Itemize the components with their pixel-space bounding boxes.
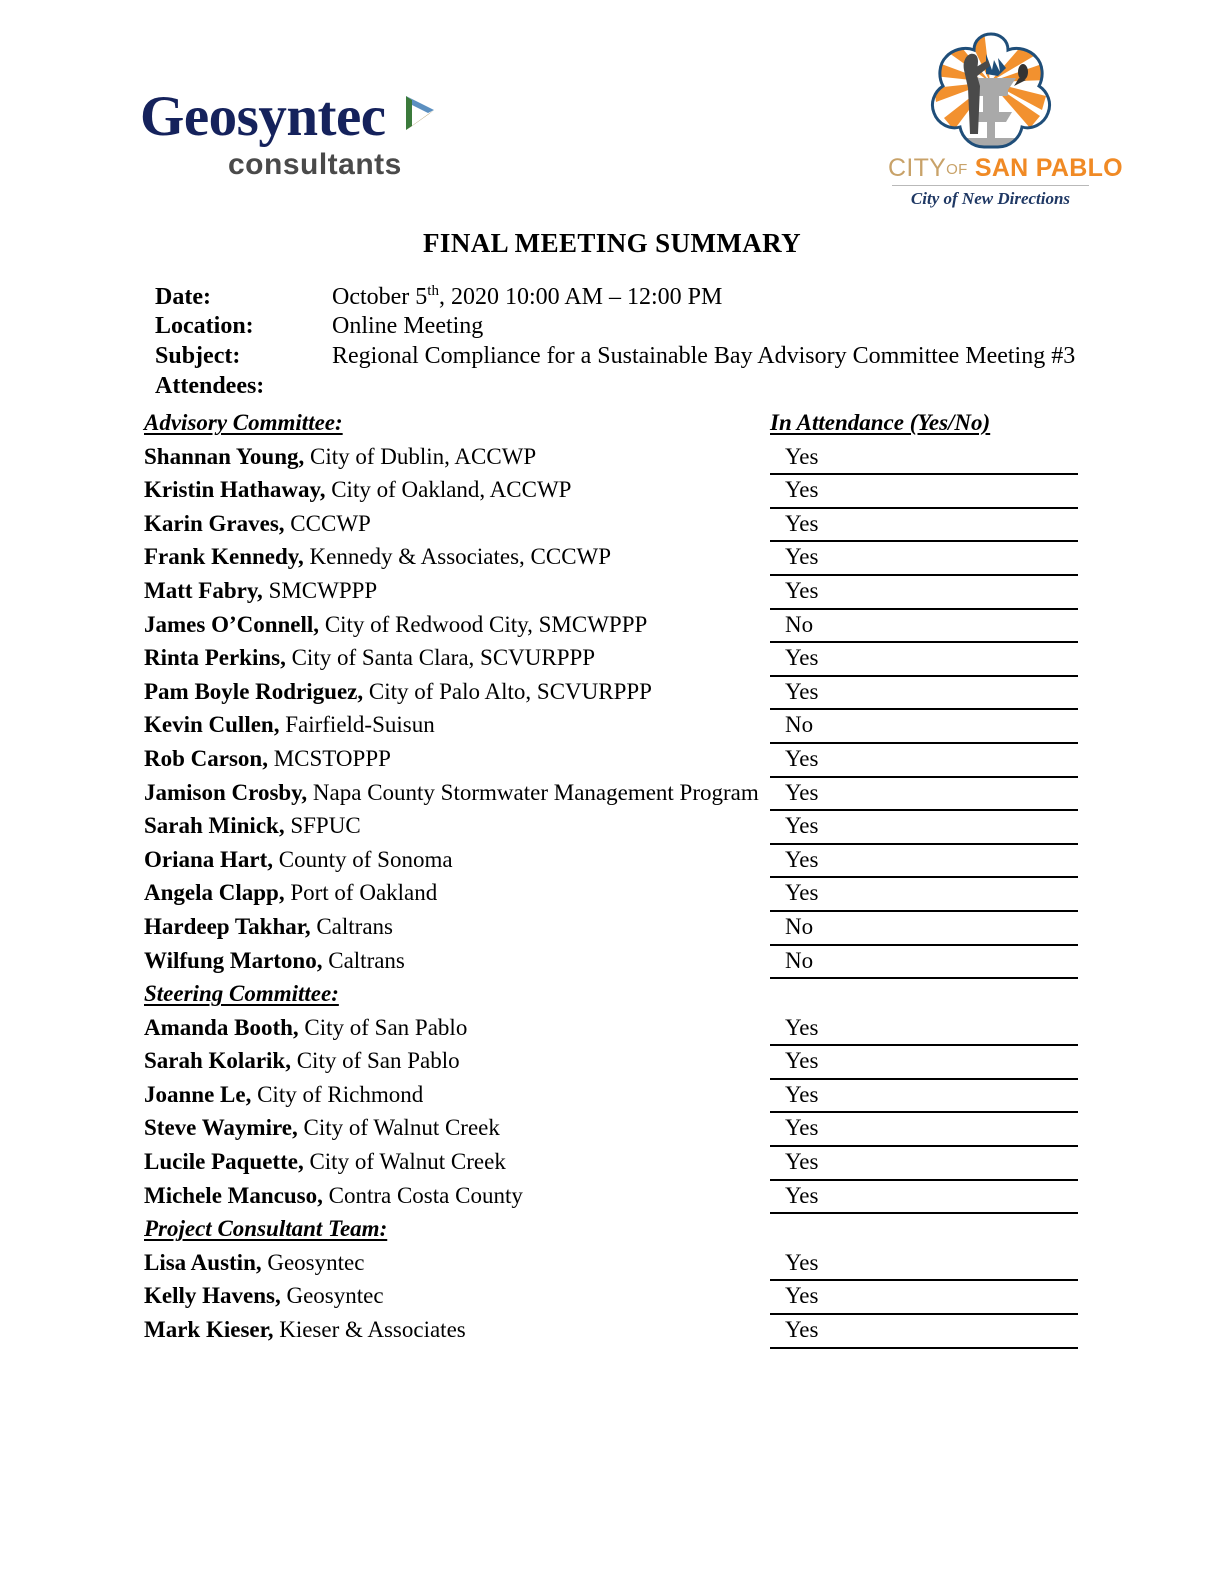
attendance-value: Yes	[785, 1283, 819, 1309]
attendance-value: Yes	[785, 1048, 819, 1074]
section-heading: Project Consultant Team:	[144, 1216, 388, 1242]
attendance-cell	[770, 845, 1078, 879]
attendee-name: Rinta Perkins,	[144, 645, 286, 671]
attendee-name: Shannan Young,	[144, 443, 305, 469]
table-row	[144, 509, 1084, 543]
attendance-cell	[770, 1315, 1078, 1349]
attendee-entry	[144, 1181, 523, 1211]
attendance-value: Yes	[785, 1115, 819, 1141]
table-row	[144, 442, 1084, 476]
attendance-cell	[770, 1281, 1078, 1315]
attendee-affiliation: Fairfield-Suisun	[279, 712, 435, 738]
attendance-value: Yes	[785, 510, 819, 536]
section-header-row	[144, 408, 1084, 442]
table-row	[144, 1315, 1084, 1349]
attendee-entry	[144, 912, 393, 942]
attendee-name: Michele Mancuso,	[144, 1182, 323, 1208]
table-row	[144, 946, 1084, 980]
attendee-entry	[144, 1315, 466, 1345]
metadata-row	[155, 373, 1105, 403]
attendee-affiliation: Port of Oakland	[284, 880, 438, 906]
attendee-name: Oriana Hart,	[144, 846, 274, 872]
attendance-value: Yes	[785, 813, 819, 839]
san-pablo-wordmark	[888, 154, 1123, 183]
attendee-name: James O’Connell,	[144, 611, 320, 637]
attendee-affiliation: SMCWPPP	[262, 577, 378, 603]
attendee-name: Kristin Hathaway,	[144, 477, 326, 503]
attendance-cell	[770, 1080, 1078, 1114]
metadata-value-text: October 5	[332, 284, 428, 310]
table-row	[144, 845, 1084, 879]
attendee-entry	[144, 1281, 384, 1311]
attendance-value: Yes	[785, 745, 819, 771]
metadata-value: Regional Compliance for a Sustainable Bay Advisory Committee Meeting #3	[332, 343, 1076, 369]
attendee-affiliation: City of Redwood City, SMCWPPP	[319, 611, 648, 637]
attendance-value: Yes	[785, 1249, 819, 1275]
attendee-affiliation: County of Sonoma	[273, 846, 453, 872]
attendance-cell	[770, 1248, 1078, 1282]
table-row	[144, 1013, 1084, 1047]
attendee-affiliation: Napa County Stormwater Management Program	[307, 779, 759, 805]
attendee-affiliation: City of San Pablo	[298, 1014, 468, 1040]
geosyntec-triangle-icon	[396, 92, 438, 134]
attendee-name: Pam Boyle Rodriguez,	[144, 678, 364, 704]
table-row	[144, 1113, 1084, 1147]
attendee-affiliation: City of San Pablo	[290, 1048, 460, 1074]
attendance-cell	[770, 542, 1078, 576]
attendance-cell	[770, 778, 1078, 812]
attendance-value: Yes	[785, 779, 819, 805]
san-pablo-of-text: OF	[946, 161, 968, 178]
attendance-value: Yes	[785, 846, 819, 872]
table-row	[144, 878, 1084, 912]
attendee-entry	[144, 811, 361, 841]
metadata-label: Subject:	[155, 343, 241, 369]
geosyntec-wordmark: Geosyntec	[140, 85, 386, 148]
table-row	[144, 610, 1084, 644]
san-pablo-divider	[892, 185, 1089, 186]
metadata-value: Online Meeting	[332, 313, 484, 339]
attendance-value: Yes	[785, 577, 819, 603]
san-pablo-city-text: CITY	[888, 154, 947, 182]
attendance-value: No	[785, 712, 814, 738]
table-row	[144, 710, 1084, 744]
metadata-row	[155, 343, 1105, 373]
attendee-entry	[144, 1046, 460, 1076]
table-row	[144, 1147, 1084, 1181]
attendee-name: Rob Carson,	[144, 745, 268, 771]
attendee-entry	[144, 610, 647, 640]
attendee-name: Sarah Minick,	[144, 813, 285, 839]
table-row	[144, 1181, 1084, 1215]
attendee-affiliation: Caltrans	[310, 913, 393, 939]
attendee-entry	[144, 677, 652, 707]
metadata-label: Attendees:	[155, 373, 265, 399]
attendee-affiliation: SFPUC	[284, 813, 361, 839]
table-row	[144, 677, 1084, 711]
section-header-row	[144, 979, 1084, 1013]
geosyntec-logo	[140, 85, 440, 193]
metadata-value-text-suffix: , 2020 10:00 AM – 12:00 PM	[438, 284, 723, 310]
attendee-name: Sarah Kolarik,	[144, 1048, 291, 1074]
attendance-cell	[770, 811, 1078, 845]
attendance-value: Yes	[785, 1182, 819, 1208]
attendance-column-header: In Attendance (Yes/No)	[770, 410, 991, 435]
table-row	[144, 576, 1084, 610]
attendee-affiliation: Geosyntec	[261, 1249, 365, 1275]
metadata-value	[332, 283, 722, 311]
page-title: FINAL MEETING SUMMARY	[423, 228, 801, 258]
attendee-affiliation: City of Palo Alto, SCVURPPP	[363, 678, 652, 704]
attendance-cell	[770, 1113, 1078, 1147]
attendance-cell	[770, 475, 1078, 509]
geosyntec-tagline: consultants	[228, 148, 402, 181]
city-of-san-pablo-logo	[888, 30, 1123, 210]
attendee-name: Joanne Le,	[144, 1081, 252, 1107]
attendance-cell	[770, 710, 1078, 744]
attendee-affiliation: City of Dublin, ACCWP	[304, 443, 537, 469]
attendance-value: Yes	[785, 1317, 819, 1343]
attendee-entry	[144, 1147, 506, 1177]
attendance-cell	[770, 610, 1078, 644]
attendee-name: Jamison Crosby,	[144, 779, 308, 805]
attendee-affiliation: Geosyntec	[280, 1283, 384, 1309]
attendee-entry	[144, 778, 759, 808]
table-row	[144, 1281, 1084, 1315]
table-row	[144, 811, 1084, 845]
metadata-row	[155, 313, 1105, 343]
attendance-value: No	[785, 913, 814, 939]
attendance-cell	[770, 1013, 1078, 1047]
attendee-entry	[144, 710, 435, 740]
attendance-cell	[770, 1181, 1078, 1215]
attendance-value: Yes	[785, 678, 819, 704]
attendee-entry	[144, 442, 536, 472]
attendee-affiliation: Contra Costa County	[322, 1182, 523, 1208]
section-heading: Steering Committee:	[144, 981, 339, 1007]
attendee-affiliation: Caltrans	[322, 947, 405, 973]
attendance-cell	[770, 1147, 1078, 1181]
attendee-name: Steve Waymire,	[144, 1115, 298, 1141]
attendee-name: Mark Kieser,	[144, 1317, 274, 1343]
attendee-name: Lisa Austin,	[144, 1249, 262, 1275]
attendance-value: Yes	[785, 880, 819, 906]
attendee-entry	[144, 1013, 467, 1043]
attendance-value: Yes	[785, 1081, 819, 1107]
san-pablo-fountain-emblem-icon	[926, 30, 1056, 152]
table-row	[144, 778, 1084, 812]
metadata-label: Location:	[155, 313, 254, 339]
attendee-entry	[144, 1080, 423, 1110]
attendee-affiliation: City of Walnut Creek	[303, 1149, 506, 1175]
attendee-name: Matt Fabry,	[144, 577, 263, 603]
attendee-entry	[144, 946, 405, 976]
attendee-name: Frank Kennedy,	[144, 544, 304, 570]
attendee-entry	[144, 1248, 364, 1278]
attendance-value: Yes	[785, 443, 819, 469]
san-pablo-tagline: City of New Directions	[910, 189, 1071, 208]
attendee-affiliation: City of Oakland, ACCWP	[325, 477, 572, 503]
attendee-affiliation: CCCWP	[284, 510, 371, 536]
attendee-entry	[144, 878, 437, 908]
table-row	[144, 643, 1084, 677]
section-heading: Advisory Committee:	[144, 410, 343, 435]
attendance-cell	[770, 509, 1078, 543]
attendee-name: Amanda Booth,	[144, 1014, 299, 1040]
attendee-name: Kevin Cullen,	[144, 712, 280, 738]
attendee-entry	[144, 542, 611, 572]
attendance-value: Yes	[785, 645, 819, 671]
attendee-entry	[144, 845, 453, 875]
attendee-name: Lucile Paquette,	[144, 1149, 304, 1175]
attendee-entry	[144, 576, 377, 606]
attendee-name: Karin Graves,	[144, 510, 285, 536]
attendance-cell	[770, 878, 1078, 912]
table-row	[144, 1080, 1084, 1114]
attendance-cell	[770, 912, 1078, 946]
attendance-cell	[770, 442, 1078, 476]
attendee-entry	[144, 744, 391, 774]
attendee-affiliation: Kennedy & Associates, CCCWP	[303, 544, 612, 570]
table-row	[144, 1046, 1084, 1080]
attendance-value: Yes	[785, 1149, 819, 1175]
attendance-value: Yes	[785, 1014, 819, 1040]
section-header-row	[144, 1214, 1084, 1248]
meeting-metadata	[155, 283, 1105, 403]
attendee-entry	[144, 643, 595, 673]
attendee-entry	[144, 475, 571, 505]
attendance-cell	[770, 643, 1078, 677]
attendee-affiliation: MCSTOPPP	[267, 745, 391, 771]
attendee-affiliation: City of Walnut Creek	[297, 1115, 500, 1141]
attendee-name: Wilfung Martono,	[144, 947, 323, 973]
attendee-affiliation: City of Santa Clara, SCVURPPP	[285, 645, 596, 671]
table-row	[144, 912, 1084, 946]
attendance-cell	[770, 1046, 1078, 1080]
attendees-table	[144, 408, 1084, 1349]
metadata-value-ordinal: th	[427, 283, 439, 299]
table-row	[144, 475, 1084, 509]
attendance-value: Yes	[785, 477, 819, 503]
attendee-affiliation: Kieser & Associates	[273, 1317, 466, 1343]
attendance-cell	[770, 576, 1078, 610]
attendee-name: Kelly Havens,	[144, 1283, 281, 1309]
attendee-entry	[144, 509, 371, 539]
attendance-cell	[770, 946, 1078, 980]
attendance-value: Yes	[785, 544, 819, 570]
table-row	[144, 542, 1084, 576]
metadata-row	[155, 283, 1105, 313]
attendance-cell	[770, 744, 1078, 778]
attendee-name: Hardeep Takhar,	[144, 913, 311, 939]
attendee-entry	[144, 1113, 500, 1143]
attendance-value: No	[785, 947, 814, 973]
table-row	[144, 744, 1084, 778]
san-pablo-name-text: SAN PABLO	[974, 154, 1123, 182]
table-row	[144, 1248, 1084, 1282]
attendee-name: Angela Clapp,	[144, 880, 285, 906]
attendance-value: No	[785, 611, 814, 637]
attendance-cell	[770, 677, 1078, 711]
attendee-affiliation: City of Richmond	[251, 1081, 424, 1107]
metadata-label: Date:	[155, 284, 211, 310]
